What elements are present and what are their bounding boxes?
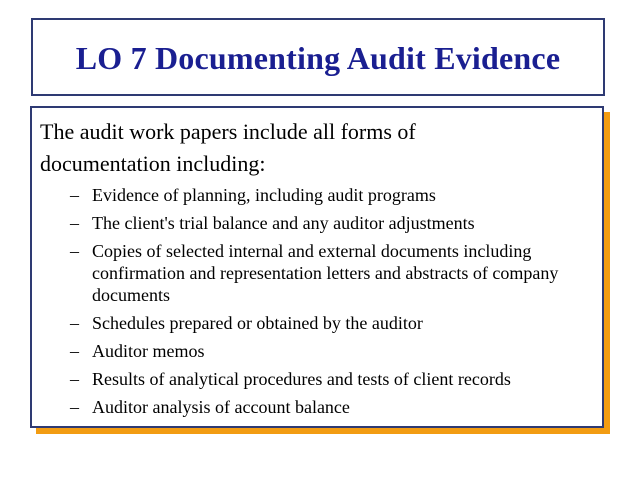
- dash-marker: –: [70, 313, 79, 333]
- dash-marker: –: [70, 185, 79, 205]
- bullet-text: The client's trial balance and any auditor adjustments: [92, 213, 475, 233]
- list-item: [40, 368, 592, 390]
- list-item: [40, 240, 592, 306]
- bullet-text: Auditor memos: [92, 341, 205, 361]
- slide-title: LO 7 Documenting Audit Evidence: [75, 39, 561, 76]
- intro-text: The audit work papers include all forms of documentation including:: [40, 119, 416, 176]
- dash-marker: –: [70, 341, 79, 361]
- list-item: [40, 184, 592, 206]
- list-item: [40, 396, 592, 418]
- bullet-text: Evidence of planning, including audit programs: [92, 185, 436, 205]
- title-box: [31, 18, 605, 96]
- bullet-text: Schedules prepared or obtained by the auditor: [92, 313, 423, 333]
- bullet-text: Auditor analysis of account balance: [92, 397, 350, 417]
- bullet-list: [40, 184, 596, 418]
- list-item: [40, 312, 592, 334]
- bullet-text: Results of analytical procedures and tests of client records: [92, 369, 511, 389]
- bullet-text: Copies of selected internal and external documents including confirmation and representation letters and abstracts of company documents: [92, 241, 559, 305]
- dash-marker: –: [70, 397, 79, 417]
- dash-marker: –: [70, 369, 79, 389]
- content-box: [30, 106, 604, 428]
- list-item: [40, 212, 592, 234]
- list-item: [40, 340, 592, 362]
- dash-marker: –: [70, 213, 79, 233]
- dash-marker: –: [70, 241, 79, 261]
